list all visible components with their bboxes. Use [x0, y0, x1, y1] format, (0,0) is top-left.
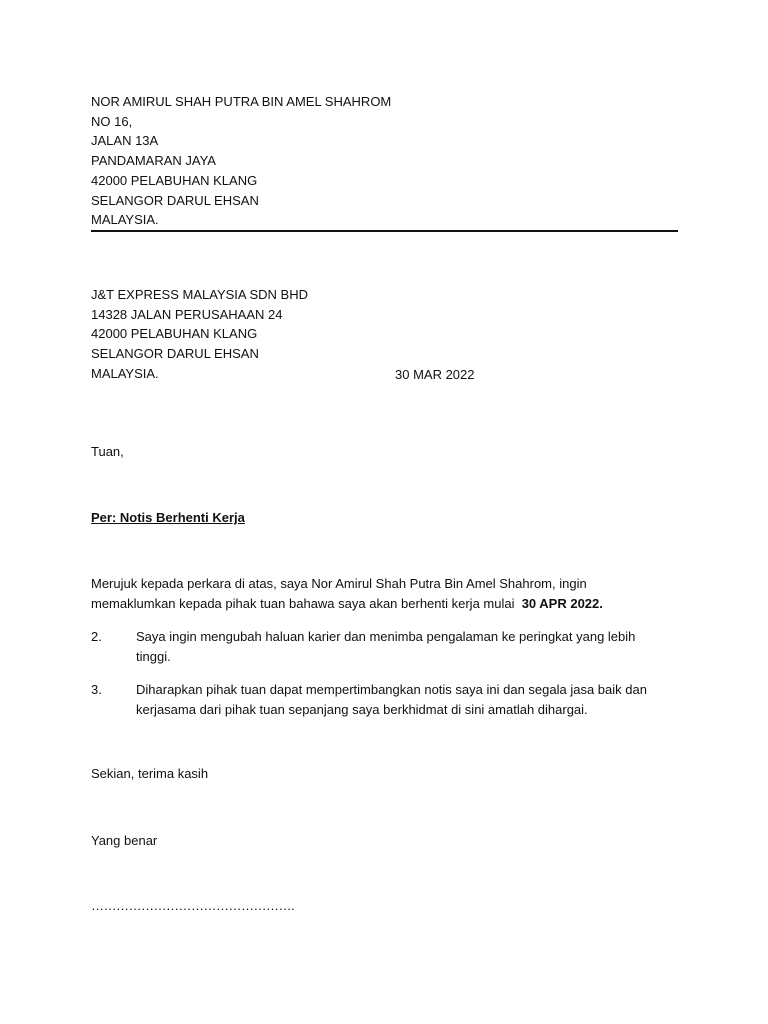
paragraph-body	[136, 627, 635, 666]
paragraph-line: tinggi.	[136, 648, 171, 664]
paragraph-line: kerjasama dari pihak tuan sepanjang saya berkhidmat di sini amatlah dihargai.	[136, 701, 588, 717]
header-divider	[91, 230, 678, 232]
paragraph-text: memaklumkan kepada pihak tuan bahawa saya akan berhenti kerja mulai	[91, 595, 522, 611]
opening-paragraph	[91, 574, 603, 613]
subject-line: Per: Notis Berhenti Kerja	[91, 510, 245, 525]
sender-address-line: PANDAMARAN JAYA	[91, 153, 216, 169]
recipient-address-line: MALAYSIA.	[91, 365, 159, 381]
paragraph-number: 2.	[91, 629, 102, 644]
resignation-date: 30 APR 2022.	[521, 595, 603, 611]
sender-address-block	[91, 92, 391, 230]
recipient-address-line: SELANGOR DARUL EHSAN	[91, 346, 259, 362]
sender-address-line: 42000 PELABUHAN KLANG	[91, 172, 258, 188]
recipient-address-line: 14328 JALAN PERUSAHAAN 24	[91, 306, 283, 322]
paragraph-body	[136, 680, 647, 719]
salutation: Tuan,	[91, 444, 124, 459]
sender-address-line: SELANGOR DARUL EHSAN	[91, 192, 259, 208]
sender-address-line: NO 16,	[91, 113, 133, 129]
letter-date: 30 MAR 2022	[395, 367, 475, 382]
closing-remark: Sekian, terima kasih	[91, 766, 209, 781]
paragraph-line	[91, 594, 603, 614]
sender-name: NOR AMIRUL SHAH PUTRA BIN AMEL SHAHROM	[91, 94, 392, 109]
sender-address-line: JALAN 13A	[91, 133, 159, 149]
paragraph-line: Merujuk kepada perkara di atas, saya Nor Amirul Shah Putra Bin Amel Shahrom, ingin	[91, 576, 587, 591]
sender-address-line: MALAYSIA.	[91, 212, 159, 228]
recipient-address-line: 42000 PELABUHAN KLANG	[91, 326, 258, 342]
recipient-name: J&T EXPRESS MALAYSIA SDN BHD	[91, 287, 308, 302]
signature-line: ………………………………………….	[91, 898, 295, 913]
paragraph-line: Saya ingin mengubah haluan karier dan menimba pengalaman ke peringkat yang lebih	[136, 629, 636, 644]
recipient-address-block	[91, 285, 308, 384]
paragraph-number: 3.	[91, 682, 102, 697]
paragraph-line: Diharapkan pihak tuan dapat mempertimbangkan notis saya ini dan segala jasa baik dan	[136, 682, 647, 697]
sign-off: Yang benar	[91, 833, 158, 848]
